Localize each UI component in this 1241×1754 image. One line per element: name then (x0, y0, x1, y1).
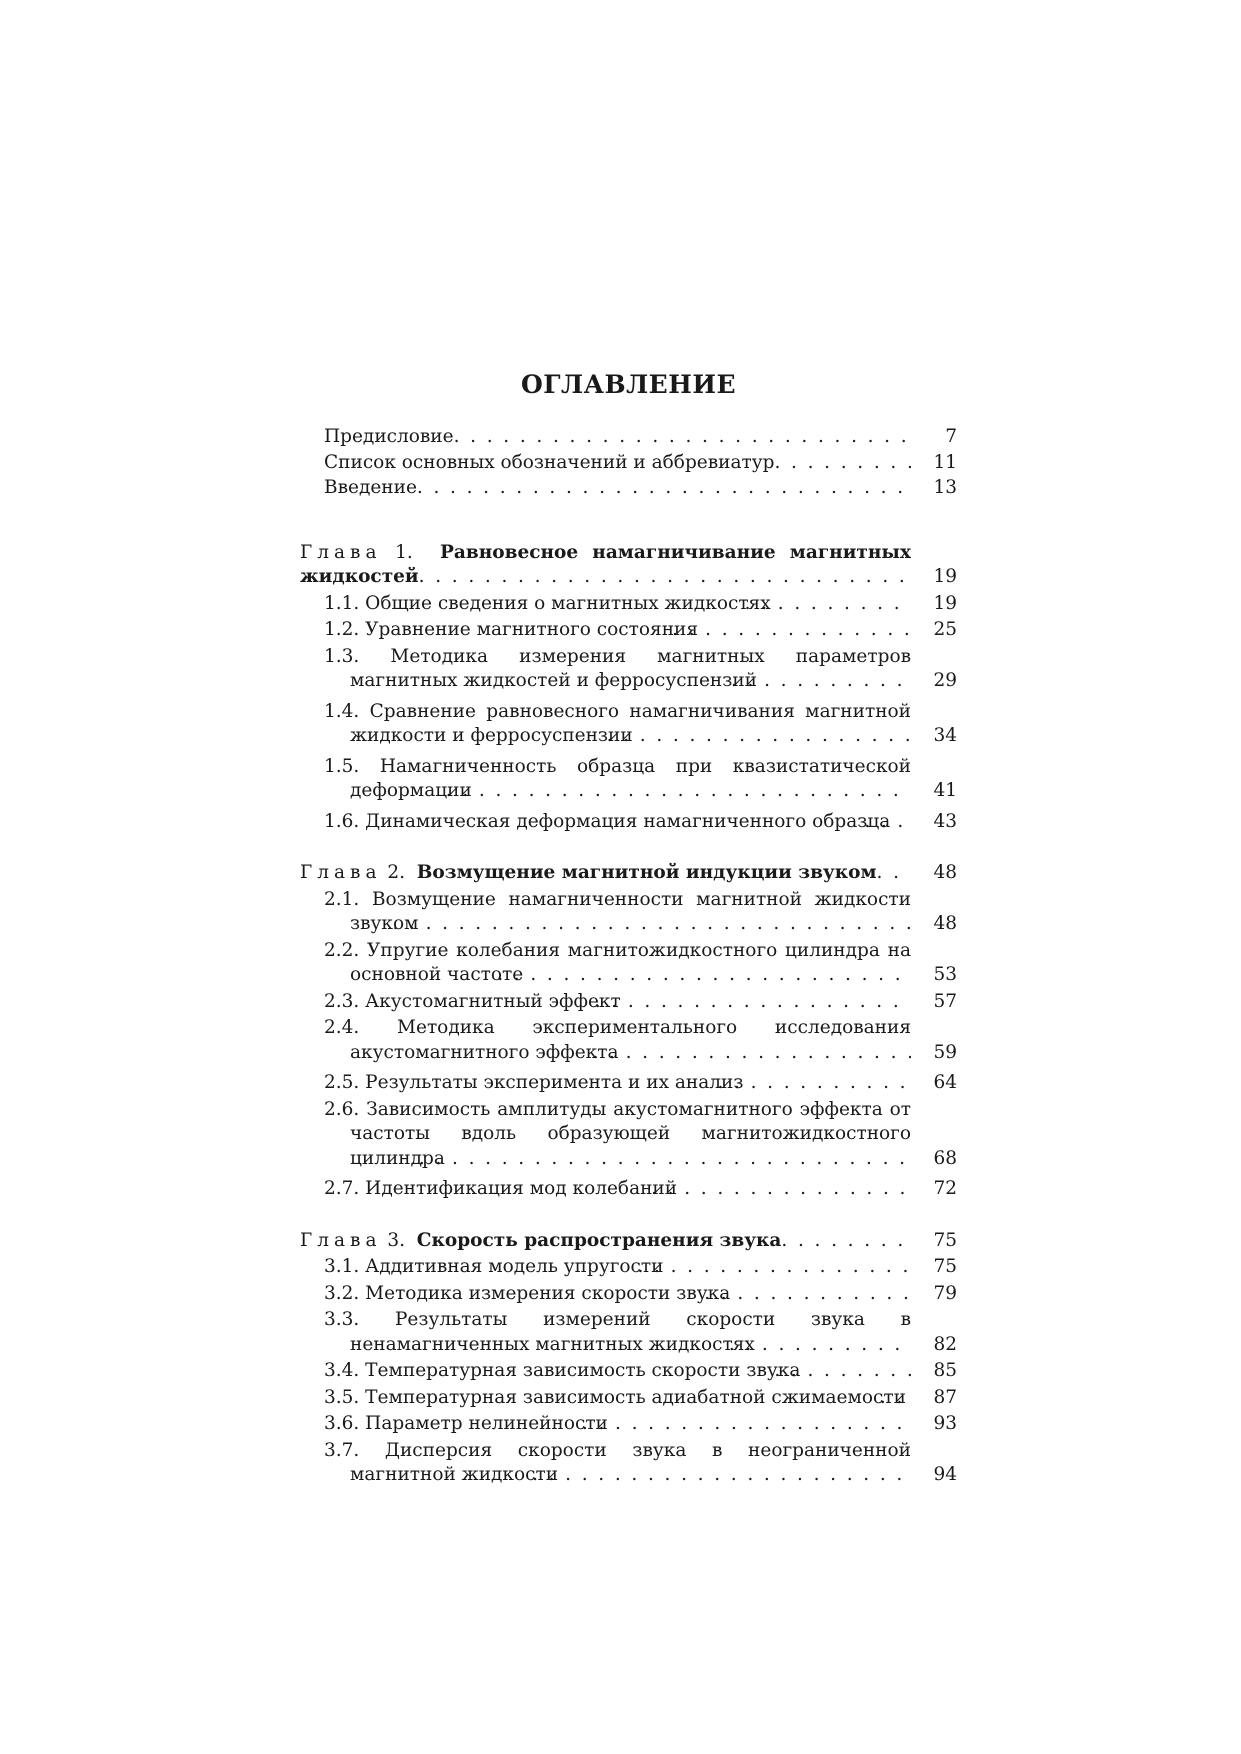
toc-page-number: 53 (911, 963, 957, 988)
toc-section (300, 1412, 957, 1437)
toc-page-number: 48 (911, 861, 957, 886)
toc-entry-text: 1.2. Уравнение магнитного состояния . . . (324, 618, 911, 643)
toc-entry-preface (300, 425, 957, 450)
toc-section (300, 1308, 957, 1357)
toc-chapter-1 (300, 541, 957, 590)
toc-page-number: 79 (911, 1282, 957, 1307)
toc-entry-text: 3.7. Дисперсия скорости звука в неограниченной магнитной жидкости . . . (324, 1439, 911, 1488)
toc-section (300, 1071, 957, 1096)
toc-page-number: 75 (911, 1229, 957, 1254)
toc-entry-text: 2.5. Результаты эксперимента и их анализ . . . (324, 1071, 911, 1096)
toc-section (300, 810, 957, 835)
toc-page-number: 48 (911, 912, 957, 937)
toc-page-number: 59 (911, 1041, 957, 1066)
toc-page-number: 7 (911, 425, 957, 450)
toc-page-number: 43 (911, 810, 957, 835)
toc-section (300, 1016, 957, 1065)
toc-page-number: 87 (911, 1386, 957, 1411)
toc-section (300, 618, 957, 643)
toc-entry-text: 1.6. Динамическая деформация намагниченного образца . . . (324, 810, 911, 835)
toc-entry-text: 2.2. Упругие колебания магнитожидкостного цилиндра на основной частоте . . . (324, 939, 911, 988)
toc-page-number: 29 (911, 669, 957, 694)
toc-section (300, 1282, 957, 1307)
toc-entry-text: 3.4. Температурная зависимость скорости звука . . . (324, 1359, 911, 1384)
toc-entry-text: 1.3. Методика измерения магнитных параметров магнитных жидкостей и ферросуспензий . . . (324, 645, 911, 694)
toc-page-number: 64 (911, 1071, 957, 1096)
chapter-title: Скорость распространения звука (416, 1229, 782, 1251)
toc-entry-text: 2.4. Методика экспериментального исследования акустомагнитного эффекта . . . (324, 1016, 911, 1065)
toc-entry-text: 2.3. Акустомагнитный эффект . . . (324, 990, 911, 1015)
toc-entry-text: 2.7. Идентификация мод колебаний . . . (324, 1177, 911, 1202)
toc-section (300, 990, 957, 1015)
toc-section (300, 1255, 957, 1280)
toc-section (300, 1386, 957, 1411)
toc-section (300, 700, 957, 749)
toc-entry-text: Список основных обозначений и аббревиатур . . . (324, 451, 911, 476)
toc-page-number: 94 (911, 1463, 957, 1488)
toc-entry-text: 1.4. Сравнение равновесного намагничивания магнитной жидкости и ферросуспензии . . . (324, 700, 911, 749)
chapter-heading (300, 541, 911, 590)
toc-entry-text: 3.1. Аддитивная модель упругости . . . (324, 1255, 911, 1280)
toc-entry-text: 1.5. Намагниченность образца при квазистатической деформации . . . (324, 755, 911, 804)
toc-entry-text: 3.5. Температурная зависимость адиабатной сжимаемости . . . (324, 1386, 911, 1411)
toc-page-number: 19 (911, 592, 957, 617)
chapter-title: Равновесное намагничивание магнитных жидкостей (300, 541, 911, 587)
toc-entry-text: 3.6. Параметр нелинейности . . . (324, 1412, 911, 1437)
toc-page-number: 13 (911, 476, 957, 501)
toc-section (300, 939, 957, 988)
toc-chapter-3 (300, 1229, 957, 1254)
chapter-prefix: Глава (300, 862, 382, 883)
chapter-heading (300, 861, 911, 886)
toc-page-number: 11 (911, 451, 957, 476)
toc-entry-text: 3.2. Методика измерения скорости звука . . . (324, 1282, 911, 1307)
toc-page-number: 41 (911, 779, 957, 804)
toc-page-number: 72 (911, 1177, 957, 1202)
toc-entry-text: Введение . . . (324, 476, 911, 501)
toc-page-number: 68 (911, 1147, 957, 1172)
toc-page-number: 75 (911, 1255, 957, 1280)
toc-section (300, 755, 957, 804)
chapter-heading (300, 1229, 911, 1254)
toc-chapter-2 (300, 861, 957, 886)
toc-entry-text: 2.1. Возмущение намагниченности магнитной жидкости звуком . . . (324, 888, 911, 937)
chapter-number: 3. (387, 1229, 406, 1251)
toc-section (300, 645, 957, 694)
chapter-prefix: Глава (300, 1229, 382, 1251)
toc-section (300, 1177, 957, 1202)
toc-page-number: 25 (911, 618, 957, 643)
toc-page-number: 93 (911, 1412, 957, 1437)
toc-page-number: 19 (911, 565, 957, 590)
chapter-title: Возмущение магнитной индукции звуком (416, 862, 877, 883)
toc-entry-text: Предисловие . . . (324, 425, 911, 450)
toc-page-number: 82 (911, 1333, 957, 1358)
toc-page-number: 57 (911, 990, 957, 1015)
toc-page-number: 34 (911, 724, 957, 749)
toc-page-number: 85 (911, 1359, 957, 1384)
toc-section (300, 1098, 957, 1172)
toc-entry-text: 2.6. Зависимость амплитуды акустомагнитного эффекта от частоты вдоль образующей магнитожидкостного цилиндра . . . (324, 1098, 911, 1172)
toc-section (300, 1359, 957, 1384)
chapter-prefix: Глава (300, 541, 382, 563)
toc-entry-notation (300, 451, 957, 476)
toc-entry-introduction (300, 476, 957, 501)
chapter-number: 2. (387, 862, 406, 883)
chapter-number: 1. (395, 541, 413, 563)
toc-section (300, 592, 957, 617)
toc-section (300, 888, 957, 937)
toc-section (300, 1439, 957, 1488)
table-of-contents (300, 370, 957, 1488)
toc-entry-text: 3.3. Результаты измерений скорости звука в ненамагниченных магнитных жидкостях . . . (324, 1308, 911, 1357)
toc-entry-text: 1.1. Общие сведения о магнитных жидкостях . . . (324, 592, 911, 617)
page-title: ОГЛАВЛЕНИЕ (520, 370, 737, 399)
